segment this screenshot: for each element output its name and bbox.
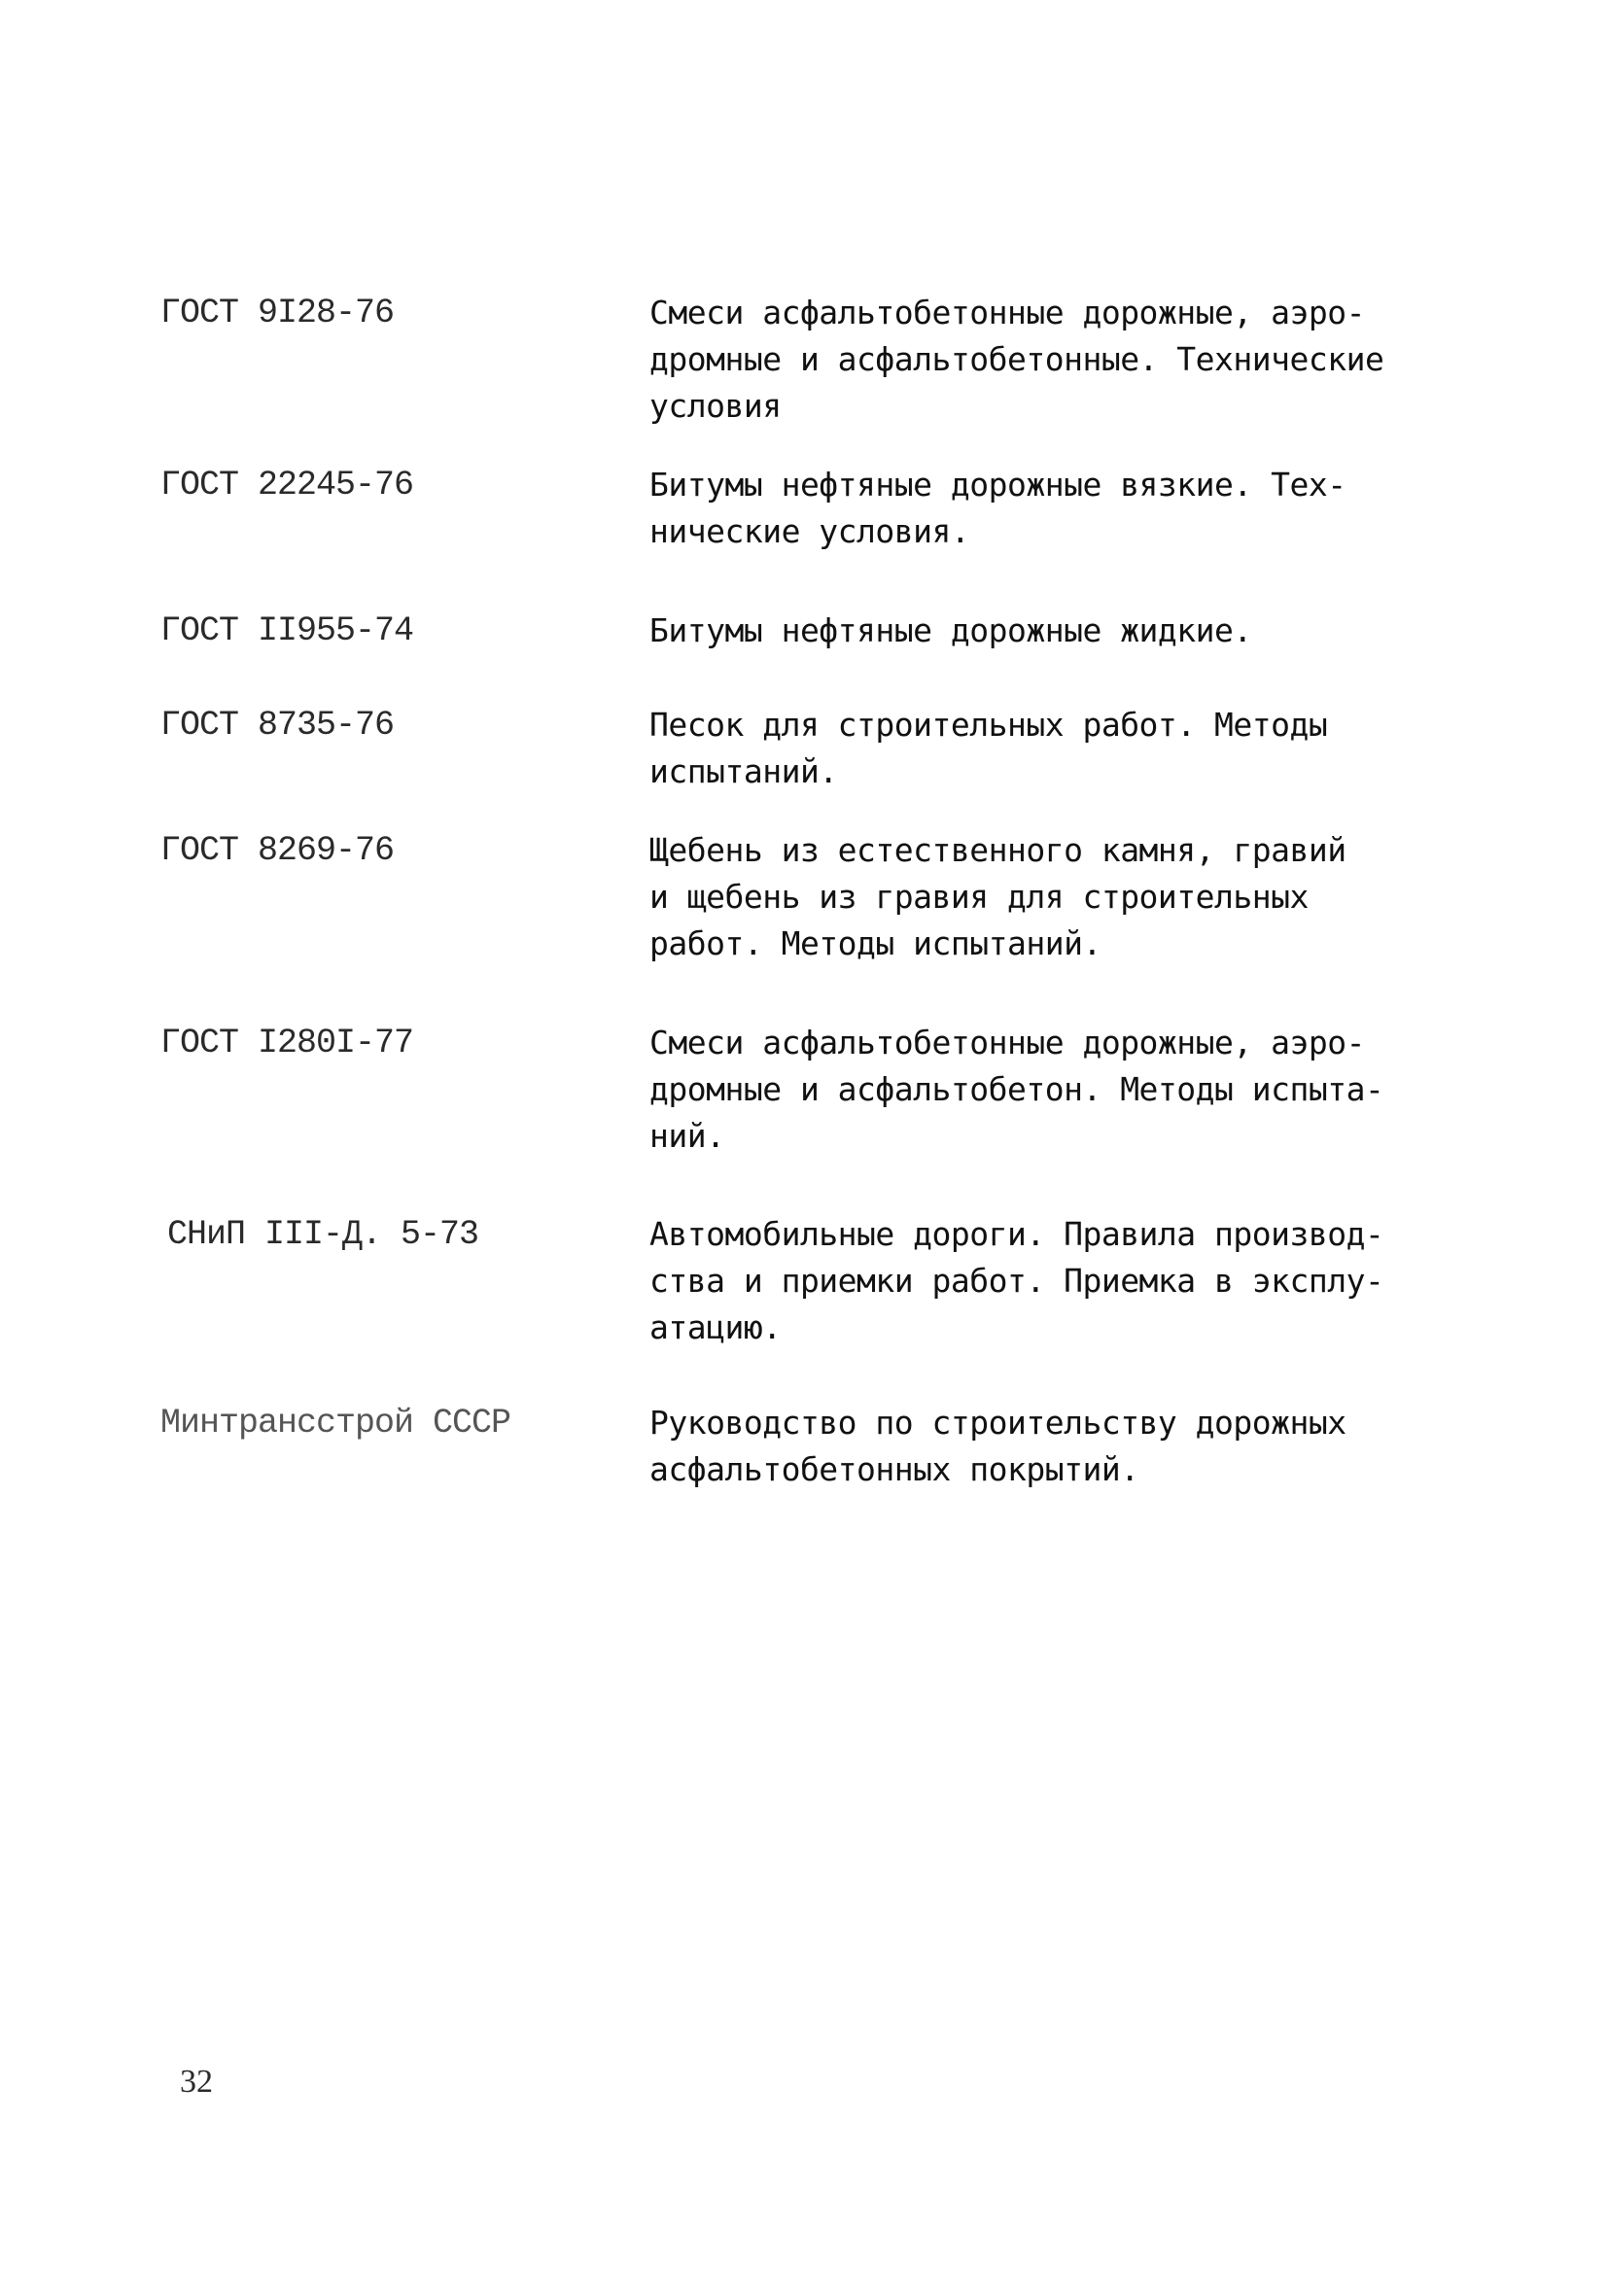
reference-description [649,827,1447,967]
reference-code: ГОСТ 8269-76 [160,831,395,870]
description-line: работ. Методы испытаний. [649,924,1101,962]
description-line: Смеси асфальтобетонные дорожные, аэро- [649,294,1365,331]
reference-code: Минтрансстрой СССР [160,1404,511,1443]
reference-description [649,702,1447,795]
reference-code: СНиП III-Д. 5-73 [167,1215,479,1254]
description-line: Щебень из естественного камня, гравий [649,831,1346,869]
reference-code: ГОСТ 22245-76 [160,466,414,504]
reference-code: ГОСТ 9I28-76 [160,294,395,332]
description-line: дромные и асфальтобетон. Методы испыта- [649,1070,1384,1108]
description-line: асфальтобетонных покрытий. [649,1450,1139,1488]
description-line: Битумы нефтяные дорожные жидкие. [649,611,1252,649]
description-line: ства и приемки работ. Приемка в эксплу- [649,1262,1384,1300]
page-number: 32 [180,2064,213,2100]
description-line: нические условия. [649,512,970,550]
description-line: дромные и асфальтобетонные. Технические [649,340,1384,378]
reference-code: ГОСТ II955-74 [160,611,414,650]
description-line: ний. [649,1117,725,1155]
reference-description [649,462,1447,555]
reference-code: ГОСТ 8735-76 [160,706,395,745]
reference-code: ГОСТ I280I-77 [160,1024,414,1062]
description-line: Смеси асфальтобетонные дорожные, аэро- [649,1024,1365,1061]
reference-description [649,1020,1447,1160]
reference-description [649,290,1447,430]
reference-description [649,1211,1447,1351]
description-line: Песок для строительных работ. Методы [649,706,1328,744]
reference-description [649,608,1447,654]
description-line: Автомобильные дороги. Правила производ- [649,1215,1384,1253]
description-line: и щебень из гравия для строительных [649,878,1309,916]
description-line: испытаний. [649,752,838,790]
description-line: Битумы нефтяные дорожные вязкие. Тех- [649,466,1346,504]
description-line: Руководство по строительству дорожных [649,1404,1346,1442]
reference-description [649,1400,1447,1493]
description-line: атацию. [649,1308,782,1346]
description-line: условия [649,387,782,425]
